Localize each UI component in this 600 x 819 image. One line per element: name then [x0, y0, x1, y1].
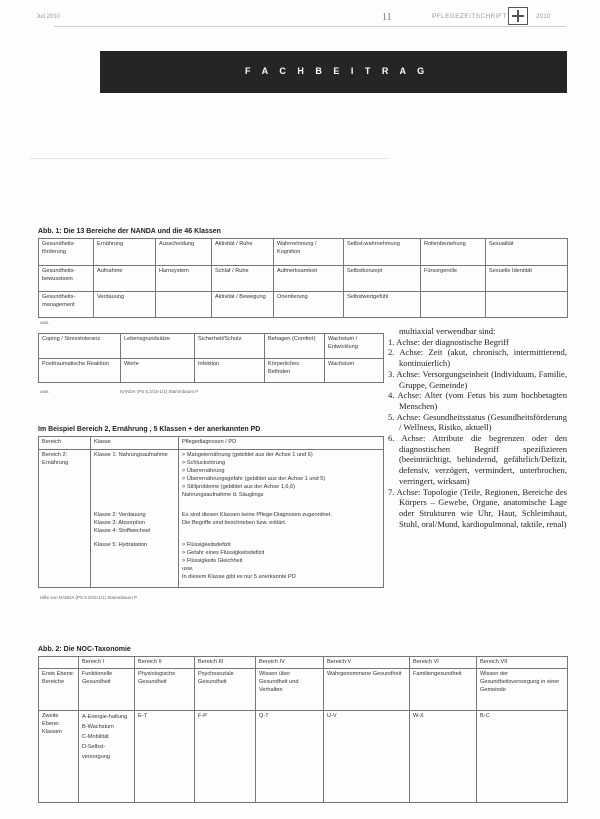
list-item: 5. Achse: Gesundheitsstatus (Gesundheitsförderung / Wellness, Risiko, aktuell): [388, 411, 567, 433]
figure-1-source: NANDA (PS 5.2/15-1/1) Stammbaum P: [120, 389, 199, 394]
table-cell: Lebensgrundsätze: [121, 334, 195, 359]
table-cell: F-P: [195, 711, 256, 803]
list-item: 4. Achse: Alter (vom Fetus bis zum hochbetagten Menschen): [388, 390, 567, 411]
table-cell: Erste Ebene: Bereiche: [39, 669, 79, 711]
table-cell: Aufmerksamkeit: [274, 266, 344, 292]
table-row: [39, 359, 384, 383]
table-header-cell: Bereich I: [79, 657, 135, 669]
table-cell: B-C: [477, 711, 568, 803]
table-cell: Gesundheits-förderung: [39, 239, 94, 266]
table-header-cell: Bereich VI: [410, 657, 477, 669]
table-cell: Zweite Ebene: Klassen: [39, 711, 79, 803]
table-header-cell: Bereich III: [195, 657, 256, 669]
table-cell: > Flüssigkeitsdefizit > Gefahr eines Flüssigkeitsdefizit > Flüssigkeits Gleichheit usw. In diesem Klasse gibt es nur 5 anerkannte PD: [179, 540, 384, 588]
table-header-cell: Bereich VII: [477, 657, 568, 669]
table-cell: Gesundheits-bewusstsein: [39, 266, 94, 292]
table-ellipsis-note: usw.: [40, 320, 50, 325]
table-cell: Orientierung: [274, 292, 344, 318]
table-cell: Wahrnehmung / Kognition: [274, 239, 344, 266]
table-row: [39, 669, 568, 711]
table-header-cell: Bereich IV: [256, 657, 324, 669]
table-header-cell: Bereich: [39, 437, 91, 450]
table-cell: Klasse 1: Nahrungsaufnahme: [91, 450, 179, 510]
table-header-cell: Bereich II: [135, 657, 195, 669]
example-caption: Im Beispiel Bereich 2, Ernährung , 5 Klassen + der anerkannten PD: [38, 426, 261, 433]
header-divider: [54, 26, 566, 27]
table-cell: Klasse 5: Hydratation: [91, 540, 179, 588]
table-cell: Coping / Stresstoleranz: [39, 334, 121, 359]
table-cell: E-T: [135, 711, 195, 803]
table-header-cell: Pflegediagnosen / PD: [179, 437, 384, 450]
table-cell: Aktivität / Bewegung: [212, 292, 274, 318]
table-cell: Sexuelle Identität: [486, 266, 568, 292]
table-header-row: [39, 437, 384, 450]
example-source: Hilfe von NANDA (PS 5.2/15-1/1) Stammbaum P: [40, 595, 138, 600]
table-cell: Körperliches Befinden: [265, 359, 325, 383]
section-banner-title: F A C H B E I T R A G: [245, 66, 429, 76]
table-row: [39, 266, 568, 292]
table-cell: Aktivität / Ruhe: [212, 239, 274, 266]
table-cell: W-X: [410, 711, 477, 803]
list-item: 2. Achse: Zeit (akut, chronisch, intermittierend, kontinuierlich): [388, 347, 567, 369]
table-cell: Sicherheit/Schutz: [195, 334, 265, 359]
table-cell: Wahrgenommene Gesundheit: [324, 669, 410, 711]
page-number: 11: [382, 12, 392, 23]
table-cell: > Mangelernährung (gebildet aus der Achse 1 und 6) > Schluckstörung > Überernährung > Überernährungsgefahr (gebildet aus der Achse 1 und 5) > Stillprobleme (gebildet aus der Achse 1,6,6) Nahrungsaufnahme d. Säuglings: [179, 450, 384, 510]
journal-name: PFLEGEZEITSCHRIFT: [432, 13, 507, 20]
table-row: [39, 510, 384, 540]
table-row: [39, 540, 384, 588]
table-cell: [486, 292, 568, 318]
table-cell: [39, 510, 91, 540]
example-table: [38, 436, 384, 588]
table-cell: Aufnahme: [94, 266, 156, 292]
list-item: 1. Achse: der diagnostische Begriff: [388, 336, 509, 347]
faint-rule: [30, 158, 388, 159]
table-cell: Wissen der Gesundheitsversorgung in einer Gemeinde: [477, 669, 568, 711]
nanda-domains-table: [38, 238, 568, 318]
table-header-cell: Bereich V: [324, 657, 410, 669]
running-header-right: 2010: [536, 13, 551, 20]
table-cell: Infektion: [195, 359, 265, 383]
table-cell: [39, 540, 91, 588]
axes-list: [387, 326, 567, 529]
axes-intro: multiaxial verwendbar sind:: [399, 326, 496, 336]
table-cell: Schlaf / Ruhe: [212, 266, 274, 292]
table-cell: A-Energie-haltung B-Wachstum C-Mobilität D-Selbst-versorgung: [79, 711, 135, 803]
table-cell: U-V: [324, 711, 410, 803]
table-cell: Selbst-wahrnehmung: [344, 239, 421, 266]
table-cell: Ausscheidung: [156, 239, 212, 266]
table-cell: Bereich 2: Ernährung: [39, 450, 91, 510]
table-cell: Familiengesundheit: [410, 669, 477, 711]
table-cell: Behagen (Comfort): [265, 334, 325, 359]
section-banner: [100, 51, 567, 93]
table-cell: Selbstkonzept: [344, 266, 421, 292]
table-cell: Wachstum / Entwicklung: [325, 334, 384, 359]
table-cell: Sexualität: [486, 239, 568, 266]
table-cell: Q-T: [256, 711, 324, 803]
table-cell: [156, 292, 212, 318]
table-cell: Klasse 2: Verdauung Klasse 3: Absorption Klasse 4: Stoffwechsel: [91, 510, 179, 540]
table-row: [39, 292, 568, 318]
table-cell: Gesundheits-management: [39, 292, 94, 318]
table-cell: Harnsystem: [156, 266, 212, 292]
table-cell: Psychosoziale Gesundheit: [195, 669, 256, 711]
table-row: [39, 239, 568, 266]
table-row: [39, 450, 384, 510]
table-cell: [421, 292, 486, 318]
list-item: 7. Achse: Topologie (Teile, Regionen, Bereiche des Körpers – Gewebe, Organe, anatomische Lage oder Strukturen wie Uhr, Haut, Schleimhaut, Stuhl, oral/Mund, kardiopulmonal, taktile, renal): [388, 486, 567, 529]
table-cell: Physiologische Gesundheit: [135, 669, 195, 711]
table-cell: Es sind diesen Klassen keine Pflege-Diagnosen zugeordnet. Die Begriffe sind beschrieben bzw. erklärt.: [179, 510, 384, 540]
table-cell: Posttraumatische Reaktion: [39, 359, 121, 383]
list-item: 3. Achse: Versorgungseinheit (Individuum, Familie, Gruppe, Gemeinde): [388, 368, 567, 390]
nanda-domains-table-continued: [38, 333, 384, 383]
table-cell: Werte: [121, 359, 195, 383]
cross-square-icon: [508, 7, 528, 25]
table-cell: Verdauung: [94, 292, 156, 318]
table-header-cell: [39, 657, 79, 669]
table-header-row: [39, 657, 568, 669]
table-row: [39, 334, 384, 359]
figure-2-caption: Abb. 2: Die NOC-Taxonomie: [38, 646, 131, 653]
figure-1-caption: Abb. 1: Die 13 Bereiche der NANDA und die 46 Klassen: [38, 228, 221, 235]
source-note-left: usw.: [40, 389, 50, 394]
table-row: [39, 711, 568, 803]
noc-taxonomy-table: [38, 656, 568, 803]
table-header-cell: Klasse: [91, 437, 179, 450]
table-cell: Selbstwertgefühl: [344, 292, 421, 318]
table-cell: Wissen über Gesundheit und Verhalten: [256, 669, 324, 711]
list-item: 6. Achse: Attribute die begrenzen oder den diagnostischen Begriff spezifizieren (beeinträchtigt, behindernd, gefährlich/Defizit, defensiv, verzögert, vermindert, unterbrochen, verringert, wirksam): [388, 433, 567, 486]
table-cell: Wachstum: [325, 359, 384, 383]
table-cell: Rollenbeziehung: [421, 239, 486, 266]
running-header-left: Juli 2010: [36, 14, 61, 20]
table-cell: Ernährung: [94, 239, 156, 266]
table-cell: Funktionelle Gesundheit: [79, 669, 135, 711]
table-cell: Fürsorgerolle: [421, 266, 486, 292]
